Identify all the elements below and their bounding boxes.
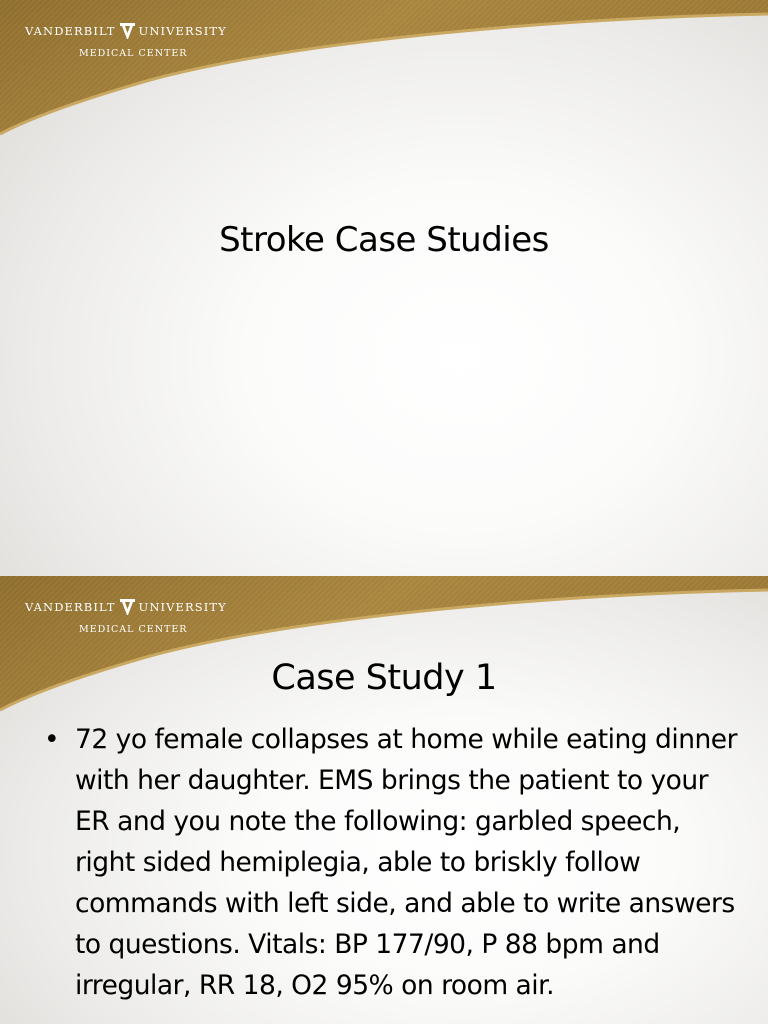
logo-text-university: UNIVERSITY bbox=[138, 24, 227, 38]
logo-text-vanderbilt: VANDERBILT bbox=[25, 600, 116, 614]
logo-text-medical-center: MEDICAL CENTER bbox=[79, 48, 188, 59]
logo-text-vanderbilt: VANDERBILT bbox=[25, 24, 116, 38]
banner-wave bbox=[0, 0, 768, 140]
logo-text-university: UNIVERSITY bbox=[138, 600, 227, 614]
vanderbilt-v-logo-icon bbox=[120, 599, 135, 616]
slide-case-study-1 bbox=[0, 576, 768, 1024]
vanderbilt-v-logo-icon bbox=[120, 23, 135, 40]
bullet-list bbox=[44, 719, 744, 1006]
vanderbilt-logo bbox=[25, 23, 265, 59]
bullet-item-case-description: 72 yo female collapses at home while eating dinner with her daughter. EMS brings the patient to your ER and you note the following: garbled speech, right sided hemiplegia, able to briskly follow commands with left side, and able to write answers to questions. Vitals: BP 177/90, P 88 bpm and irregular, RR 18, O2 95% on room air. bbox=[75, 724, 737, 1001]
slide-title-text: Stroke Case Studies bbox=[219, 220, 549, 260]
logo-text-medical-center: MEDICAL CENTER bbox=[79, 624, 188, 635]
vanderbilt-logo bbox=[25, 599, 265, 635]
bullet-glyph: • bbox=[44, 724, 60, 755]
slide-title-text: Case Study 1 bbox=[271, 658, 497, 698]
